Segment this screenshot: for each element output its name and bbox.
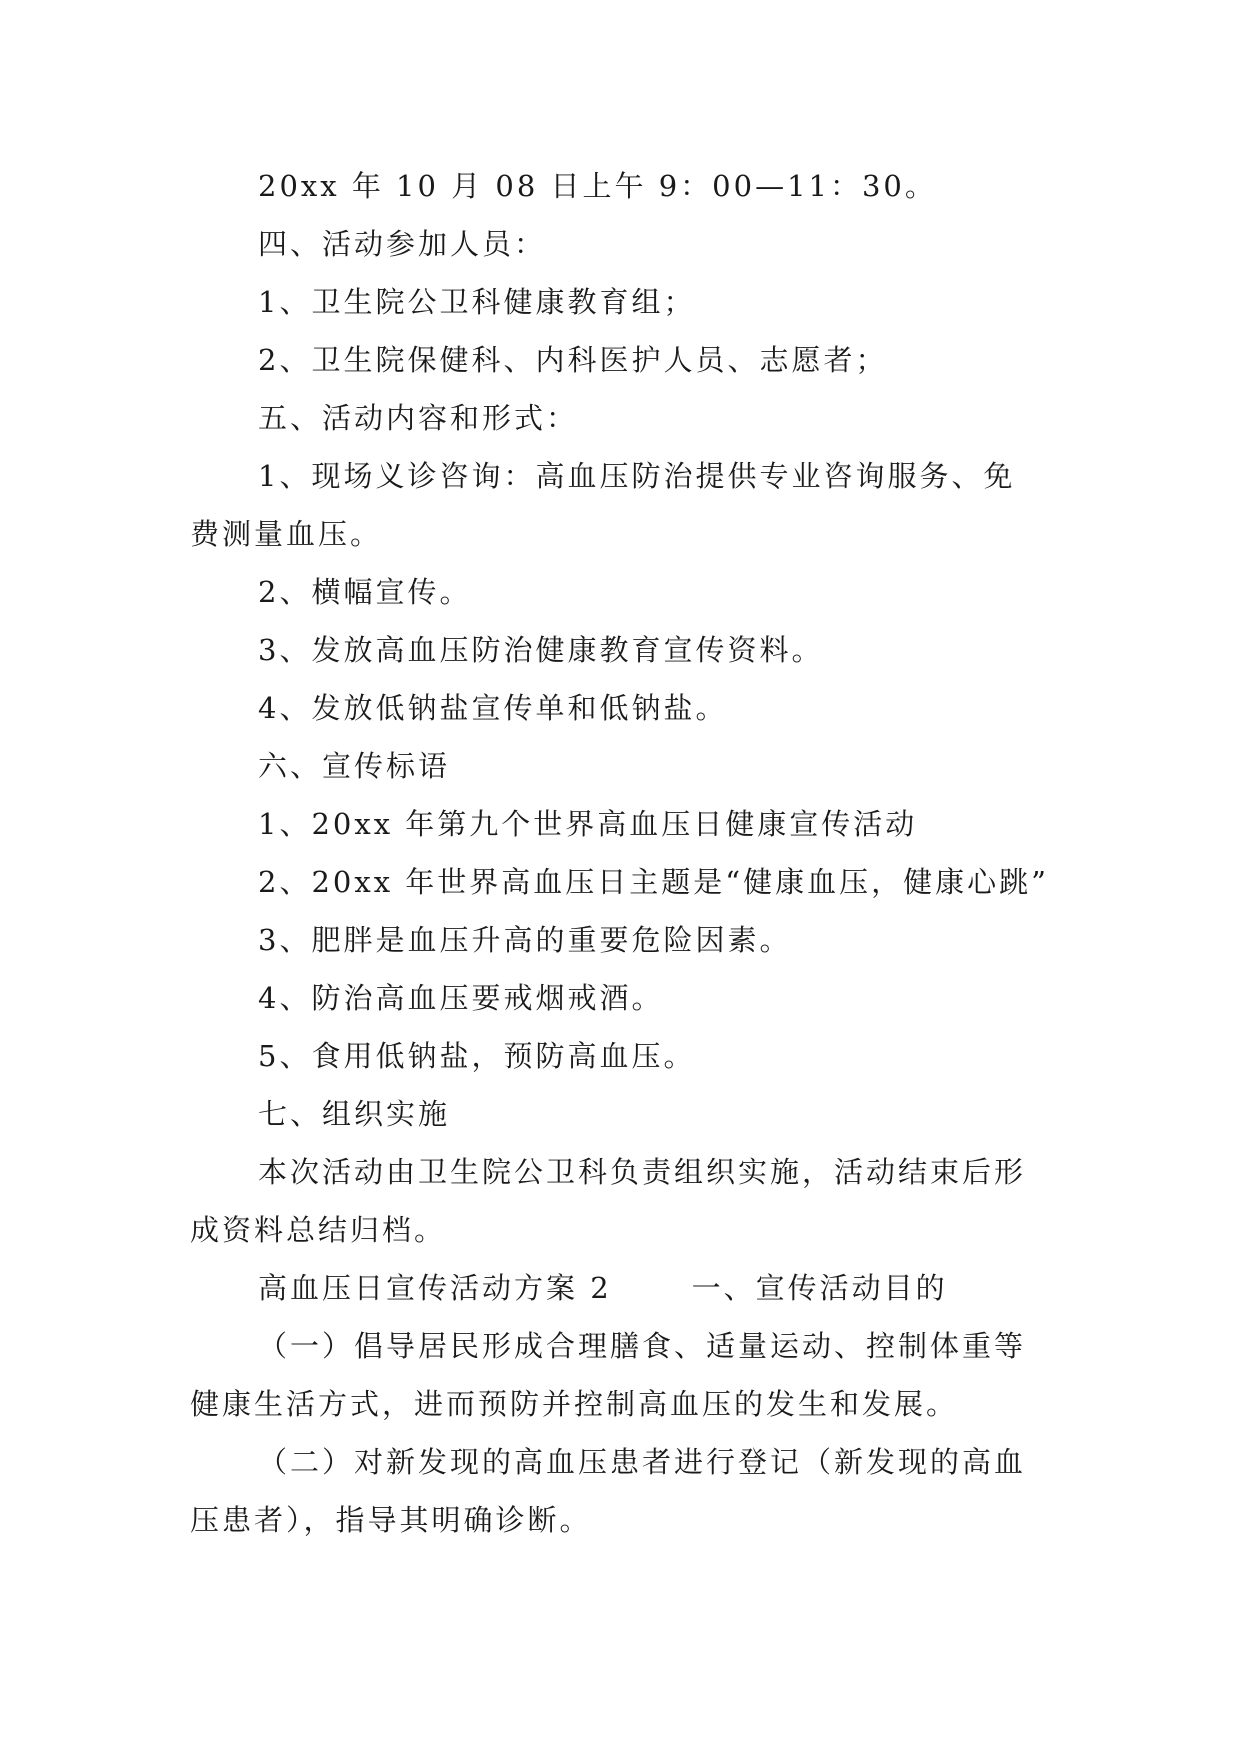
section-heading-slogans: 六、宣传标语: [258, 749, 451, 783]
purpose-item-2-continued: 压患者），指导其明确诊断。: [190, 1503, 592, 1537]
content-item-4: 4、发放低钠盐宣传单和低钠盐。: [258, 691, 728, 725]
slogan-item-1: 1、20xx 年第九个世界高血压日健康宣传活动: [258, 807, 918, 841]
purpose-item-1-continued: 健康生活方式，进而预防并控制高血压的发生和发展。: [190, 1387, 959, 1421]
participant-item-2: 2、卫生院保健科、内科医护人员、志愿者；: [258, 343, 888, 377]
section-heading-organization: 七、组织实施: [258, 1097, 451, 1131]
slogan-item-5: 5、食用低钠盐，预防高血压。: [258, 1039, 696, 1073]
purpose-item-2: （二）对新发现的高血压患者进行登记（新发现的高血: [258, 1445, 1027, 1479]
date-time-line: 20xx 年 10 月 08 日上午 9：00—11：30。: [258, 169, 937, 203]
organization-paragraph-continued: 成资料总结归档。: [190, 1213, 447, 1247]
slogan-item-4: 4、防治高血压要戒烟戒酒。: [258, 981, 664, 1015]
slogan-item-3: 3、肥胖是血压升高的重要危险因素。: [258, 923, 792, 957]
content-item-1-continued: 费测量血压。: [190, 517, 383, 551]
content-item-1: 1、现场义诊咨询：高血压防治提供专业咨询服务、免: [258, 459, 1016, 493]
slogan-item-2: 2、20xx 年世界高血压日主题是“健康血压，健康心跳”: [258, 865, 1049, 899]
content-item-3: 3、发放高血压防治健康教育宣传资料。: [258, 633, 824, 667]
section-heading-content: 五、活动内容和形式：: [258, 401, 579, 435]
participant-item-1: 1、卫生院公卫科健康教育组；: [258, 285, 696, 319]
content-item-2: 2、横幅宣传。: [258, 575, 472, 609]
section-heading-participants: 四、活动参加人员：: [258, 227, 547, 261]
organization-paragraph: 本次活动由卫生院公卫科负责组织实施，活动结束后形: [258, 1155, 1027, 1189]
plan-2-title: 高血压日宣传活动方案 2: [258, 1271, 612, 1305]
section-heading-purpose: 一、宣传活动目的: [691, 1271, 948, 1305]
purpose-item-1: （一）倡导居民形成合理膳食、适量运动、控制体重等: [258, 1329, 1027, 1363]
plan-2-title-line: [258, 1270, 948, 1306]
